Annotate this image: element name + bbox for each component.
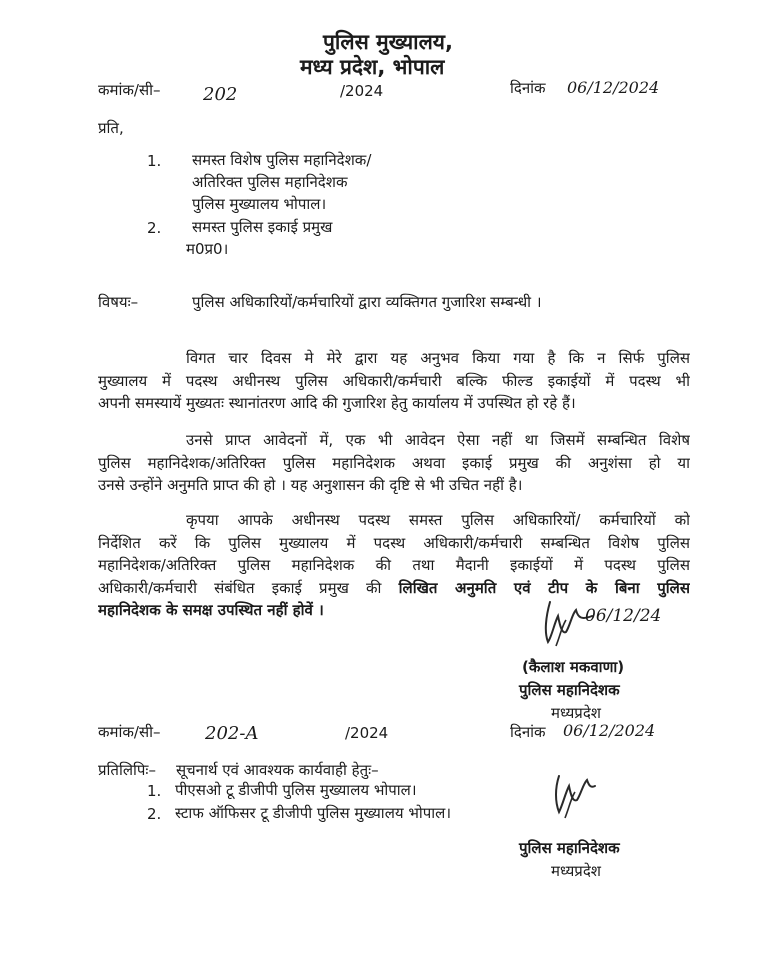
paragraph-line: महानिदेशक/अतिरिक्त पुलिस महानिदेशक की तथा मैदानी इकाईयों में पदस्थ पुलिस [98, 556, 690, 574]
ref2-date-value [563, 721, 655, 740]
to-item1-line2: अतिरिक्त पुलिस महानिदेशक [192, 173, 348, 191]
ref2-number: 202-A [205, 723, 259, 744]
ref-year: /2024 [340, 82, 384, 100]
paragraph-emphasis-line: महानिदेशक के समक्ष उपस्थित नहीं होवें । [98, 601, 324, 619]
signature-date: 06/12/24 [585, 606, 662, 626]
copy-item1-number: 1. [147, 782, 162, 800]
subject-label: विषयः– [98, 293, 139, 311]
subject-text: पुलिस अधिकारियों/कर्मचारियों द्वारा व्यक्तिगत गुजारिश सम्बन्धी । [192, 293, 542, 311]
paragraph-line: उनसे उन्होंने अनुमति प्राप्त की हो । यह अनुशासन की दृष्टि से भी उचित नहीं है। [98, 476, 523, 494]
paragraph-line: अपनी समस्यायें मुख्यतः स्थानांतरण आदि की गुजारिश हेतु कार्यालय में उपस्थित हो रहे हैं। [98, 394, 576, 412]
copy-label: प्रतिलिपिः– [98, 761, 156, 779]
paragraph-line: विगत चार दिवस मे मेरे द्वारा यह अनुभव किया गया है कि न सिर्फ पुलिस [186, 349, 690, 367]
ref-label: कमांक/सी– [98, 81, 161, 99]
signature-1 [536, 596, 606, 656]
paragraph-line: मुख्यालय में पदस्थ अधीनस्थ पुलिस अधिकारी/कर्मचारी बल्कि फील्ड इकाईयों में पदस्थ भी [98, 371, 690, 390]
to-item2-line1: समस्त पुलिस इकाई प्रमुख [192, 218, 333, 236]
copy-item2-number: 2. [147, 805, 162, 823]
signatory-name: (कैलाश मकवाणा) [522, 658, 625, 676]
copy-purpose: सूचनार्थ एवं आवश्यक कार्यवाही हेतुः– [176, 761, 379, 779]
copy-item1: पीएसओ टू डीजीपी पुलिस मुख्यालय भोपाल। [175, 781, 417, 799]
date-value [567, 78, 659, 97]
ref2-year: /2024 [345, 724, 389, 742]
to-item1-line3: पुलिस मुख्यालय भोपाल। [192, 195, 327, 213]
to-item1-number: 1. [147, 152, 162, 170]
signatory-designation: पुलिस महानिदेशक [519, 681, 620, 699]
paragraph-line: निर्देशित करें कि पुलिस मुख्यालय में पदस्थ अधिकारी/कर्मचारी सम्बन्धित विशेष पुलिस [98, 533, 690, 552]
paragraph-line: पुलिस महानिदेशक/अतिरिक्त पुलिस महानिदेशक अथवा इकाई प्रमुख की अनुशंसा हो या [98, 453, 690, 472]
ref2-label: कमांक/सी– [98, 723, 161, 741]
paragraph-line: उनसे प्राप्त आवेदनों में, एक भी आवेदन ऐसा नहीं था जिसमें सम्बन्धित विशेष [186, 431, 690, 449]
ref-number: 202 [203, 84, 238, 105]
to-label: प्रति, [98, 119, 124, 137]
paragraph-line: कृपया आपके अधीनस्थ पदस्थ समस्त पुलिस अधिकारियों/ कर्मचारियों को [186, 511, 690, 529]
signatory2-state: मध्यप्रदेश [551, 862, 602, 880]
body-paragraph-1 [98, 347, 690, 415]
office-title: पुलिस मुख्यालय, [323, 30, 453, 54]
paragraph-emphasis: लिखित अनुमति एवं टीप के बिना पुलिस [398, 578, 690, 597]
copy-item2: स्टाफ ऑफिसर टू डीजीपी पुलिस मुख्यालय भोपाल। [175, 804, 452, 822]
signature-2 [549, 770, 599, 830]
date-label: दिनांक [510, 79, 546, 97]
to-item2-number: 2. [147, 219, 162, 237]
paragraph-text: अधिकारी/कर्मचारी संबंधित इकाई प्रमुख की [98, 578, 399, 597]
ref2-date-label: दिनांक [510, 723, 546, 741]
body-paragraph-2 [98, 429, 690, 497]
signatory2-designation: पुलिस महानिदेशक [519, 839, 620, 857]
to-item1-line1: समस्त विशेष पुलिस महानिदेशक/ [192, 151, 372, 169]
date-handwritten: 06/12/2024 [567, 78, 660, 97]
to-item2-line2: म0प्र0। [186, 240, 229, 258]
ref2-date-handwritten: 06/12/2024 [563, 721, 656, 740]
office-location: मध्य प्रदेश, भोपाल [300, 55, 445, 79]
signatory-state: मध्यप्रदेश [551, 704, 602, 722]
